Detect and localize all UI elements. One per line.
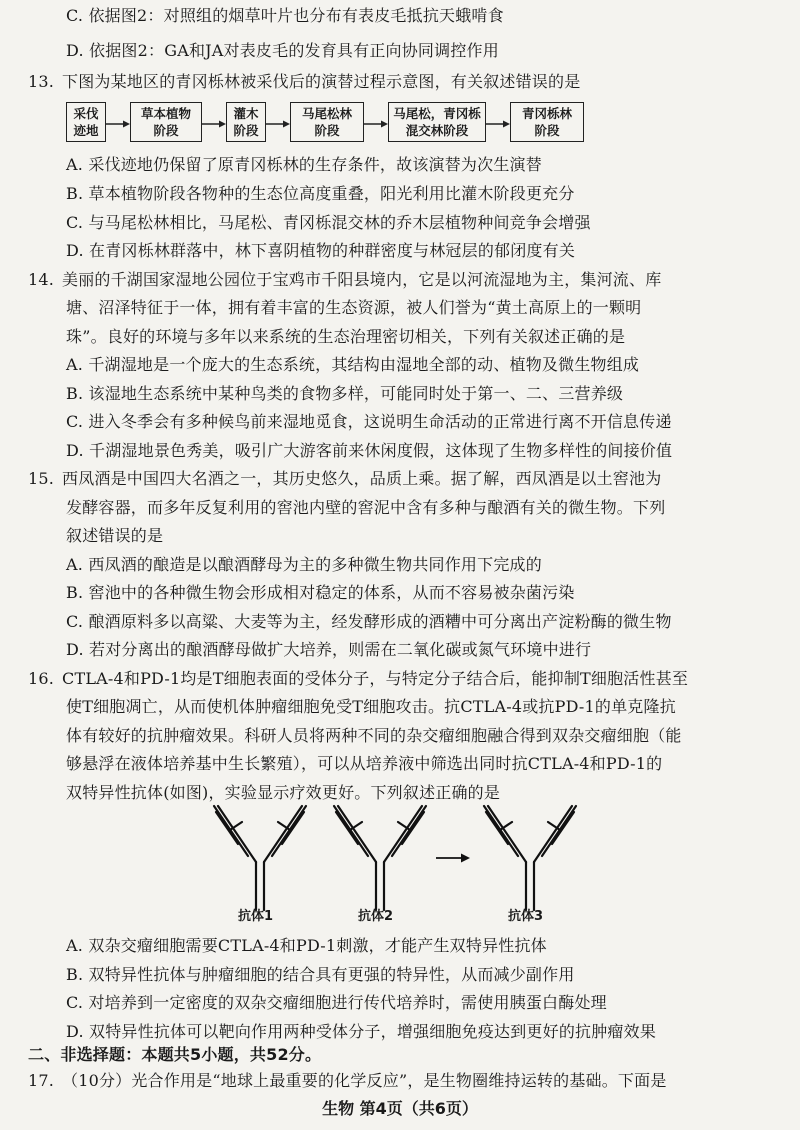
q15-option-a: A. 西凤酒的酿造是以酿酒酵母为主的多种微生物共同作用下完成的 [66,555,542,574]
page-footer: 生物 第4页（共6页） [322,1099,478,1118]
flow-box-2-line1: 草本植物 [140,106,191,121]
q16-stem-line4: 够悬浮在液体培养基中生长繁殖），可以从培养液中筛选出同时抗CTLA-4和PD-1的 [66,754,663,773]
flow-box-5-line2: 混交林阶段 [405,123,469,138]
flow-box-6-line1: 青冈栎林 [521,106,572,121]
q14-number: 14. [28,270,55,289]
q13-option-b: B. 草本植物阶段各物种的生态位高度重叠，阳光利用比灌木阶段更充分 [66,184,575,203]
flow-box-1-line1: 采伐 [73,106,99,121]
flow-arrow-icon [106,120,130,128]
q15-option-c: C. 酿酒原料多以高粱、大麦等为主，经发酵形成的酒糟中可分离出产淀粉酶的微生物 [66,612,672,631]
q13-stem-text: 下图为某地区的青冈栎林被采伐后的演替过程示意图，有关叙述错误的是 [62,72,581,91]
flow-arrow-icon [266,120,290,128]
flow-box-3-line2: 阶段 [233,123,259,138]
arrow-right-icon [436,854,470,863]
q17-stem-line1 [28,1071,667,1091]
q16-stem-line2: 使T细胞凋亡，从而使机体肿瘤细胞免受T细胞攻击。抗CTLA-4或抗PD-1的单克隆抗 [66,697,676,716]
q14-stem-line1 [28,270,661,290]
q14-stem-line2: 塘、沼泽特征于一体，拥有着丰富的生态资源，被人们誉为“黄土高原上的一颗明 [66,298,642,317]
flow-box-4 [290,102,364,142]
q14-option-b: B. 该湿地生态系统中某种鸟类的食物多样，可能同时处于第一、二、三营养级 [66,384,624,403]
flow-box-1-line2: 迹地 [73,123,99,138]
q14-stem-line3: 珠”。良好的环境与多年以来系统的生态治理密切相关，下列有关叙述正确的是 [66,327,626,346]
flow-box-2 [130,102,202,142]
flow-box-5 [388,102,486,142]
q14-option-a: A. 千湖湿地是一个庞大的生态系统，其结构由湿地全部的动、植物及微生物组成 [66,355,640,374]
q15-option-d: D. 若对分离出的酿酒酵母做扩大培养，则需在二氧化碳或氮气环境中进行 [66,640,592,659]
q13-option-d: D. 在青冈栎林群落中，林下喜阴植物的种群密度与林冠层的郁闭度有关 [66,241,576,260]
antibody-3-label: 抗体3 [508,909,544,924]
q15-number: 15. [28,469,55,488]
flow-box-6 [510,102,584,142]
q16-option-c: C. 对培养到一定密度的双杂交瘤细胞进行传代培养时，需使用胰蛋白酶处理 [66,993,607,1012]
q17-number: 17. [28,1071,55,1090]
q16-number: 16. [28,669,55,688]
q13-stem [28,72,580,92]
q15-stem-line3: 叙述错误的是 [66,526,164,545]
q15-stem-line2: 发酵容器，而多年反复利用的窖池内壁的窖泥中含有多种与酿酒有关的微生物。下列 [66,498,666,517]
q16-option-a: A. 双杂交瘤细胞需要CTLA-4和PD-1刺激，才能产生双特异性抗体 [66,936,547,955]
q17-stem-text-1: （10分）光合作用是“地球上最重要的化学反应”，是生物圈维持运转的基础。下面是 [62,1071,667,1090]
section-heading: 二、非选择题：本题共5小题，共52分。 [28,1045,322,1064]
q16-stem-line1 [28,669,688,689]
antibody-1-icon [214,806,306,910]
antibody-2-icon [334,806,426,910]
q16-stem-line5: 双特异性抗体(如图)，实验显示疗效更好。下列叙述正确的是 [66,783,501,802]
flow-box-4-line2: 阶段 [314,123,340,138]
succession-flow-diagram [66,102,666,146]
q14-stem-text-1: 美丽的千湖国家湿地公园位于宝鸡市千阳县境内，它是以河流湿地为主，集河流、库 [62,270,662,289]
q13-number: 13. [28,72,55,91]
flow-arrow-icon [202,120,226,128]
q13-option-a: A. 采伐迹地仍保留了原青冈栎林的生存条件，故该演替为次生演替 [66,155,542,174]
flow-box-3 [226,102,266,142]
q14-option-c: C. 进入冬季会有多种候鸟前来湿地觅食，这说明生命活动的正常进行离不开信息传递 [66,412,672,431]
flow-box-6-line2: 阶段 [534,123,560,138]
q14-option-d: D. 千湖湿地景色秀美，吸引广大游客前来休闲度假，这体现了生物多样性的间接价值 [66,441,673,460]
flow-box-1 [66,102,106,142]
flow-box-3-line1: 灌木 [233,106,259,121]
flow-box-4-line1: 马尾松林 [301,106,352,121]
q16-option-b: B. 双特异性抗体与肿瘤细胞的结合具有更强的特异性，从而减少副作用 [66,965,575,984]
q15-stem-line1 [28,469,661,489]
q16-option-d: D. 双特异性抗体可以靶向作用两种受体分子，增强细胞免疫达到更好的抗肿瘤效果 [66,1022,657,1041]
antibody-2-label: 抗体2 [358,909,394,924]
q12-option-d: D. 依据图2：GA和JA对表皮毛的发育具有正向协同调控作用 [66,41,499,60]
antibody-1-label: 抗体1 [238,909,274,924]
q16-stem-line3: 体有较好的抗肿瘤效果。科研人员将两种不同的杂交瘤细胞融合得到双杂交瘤细胞（能 [66,726,682,745]
q15-stem-text-1: 西凤酒是中国四大名酒之一，其历史悠久，品质上乘。据了解，西凤酒是以土窖池为 [62,469,662,488]
flow-arrow-icon [364,120,388,128]
q15-option-b: B. 窖池中的各种微生物会形成相对稳定的体系，从而不容易被杂菌污染 [66,583,575,602]
q12-option-c: C. 依据图2：对照组的烟草叶片也分布有表皮毛抵抗天蛾啃食 [66,6,504,25]
antibody-3-icon [484,806,576,910]
flow-arrow-icon [486,120,510,128]
flow-box-2-line2: 阶段 [153,123,179,138]
q13-option-c: C. 与马尾松林相比，马尾松、青冈栎混交林的乔木层植物种间竞争会增强 [66,213,591,232]
flow-box-5-line1: 马尾松，青冈栎 [393,106,481,121]
q16-stem-text-1: CTLA-4和PD-1均是T细胞表面的受体分子，与特定分子结合后，能抑制T细胞活性甚至 [62,669,689,688]
